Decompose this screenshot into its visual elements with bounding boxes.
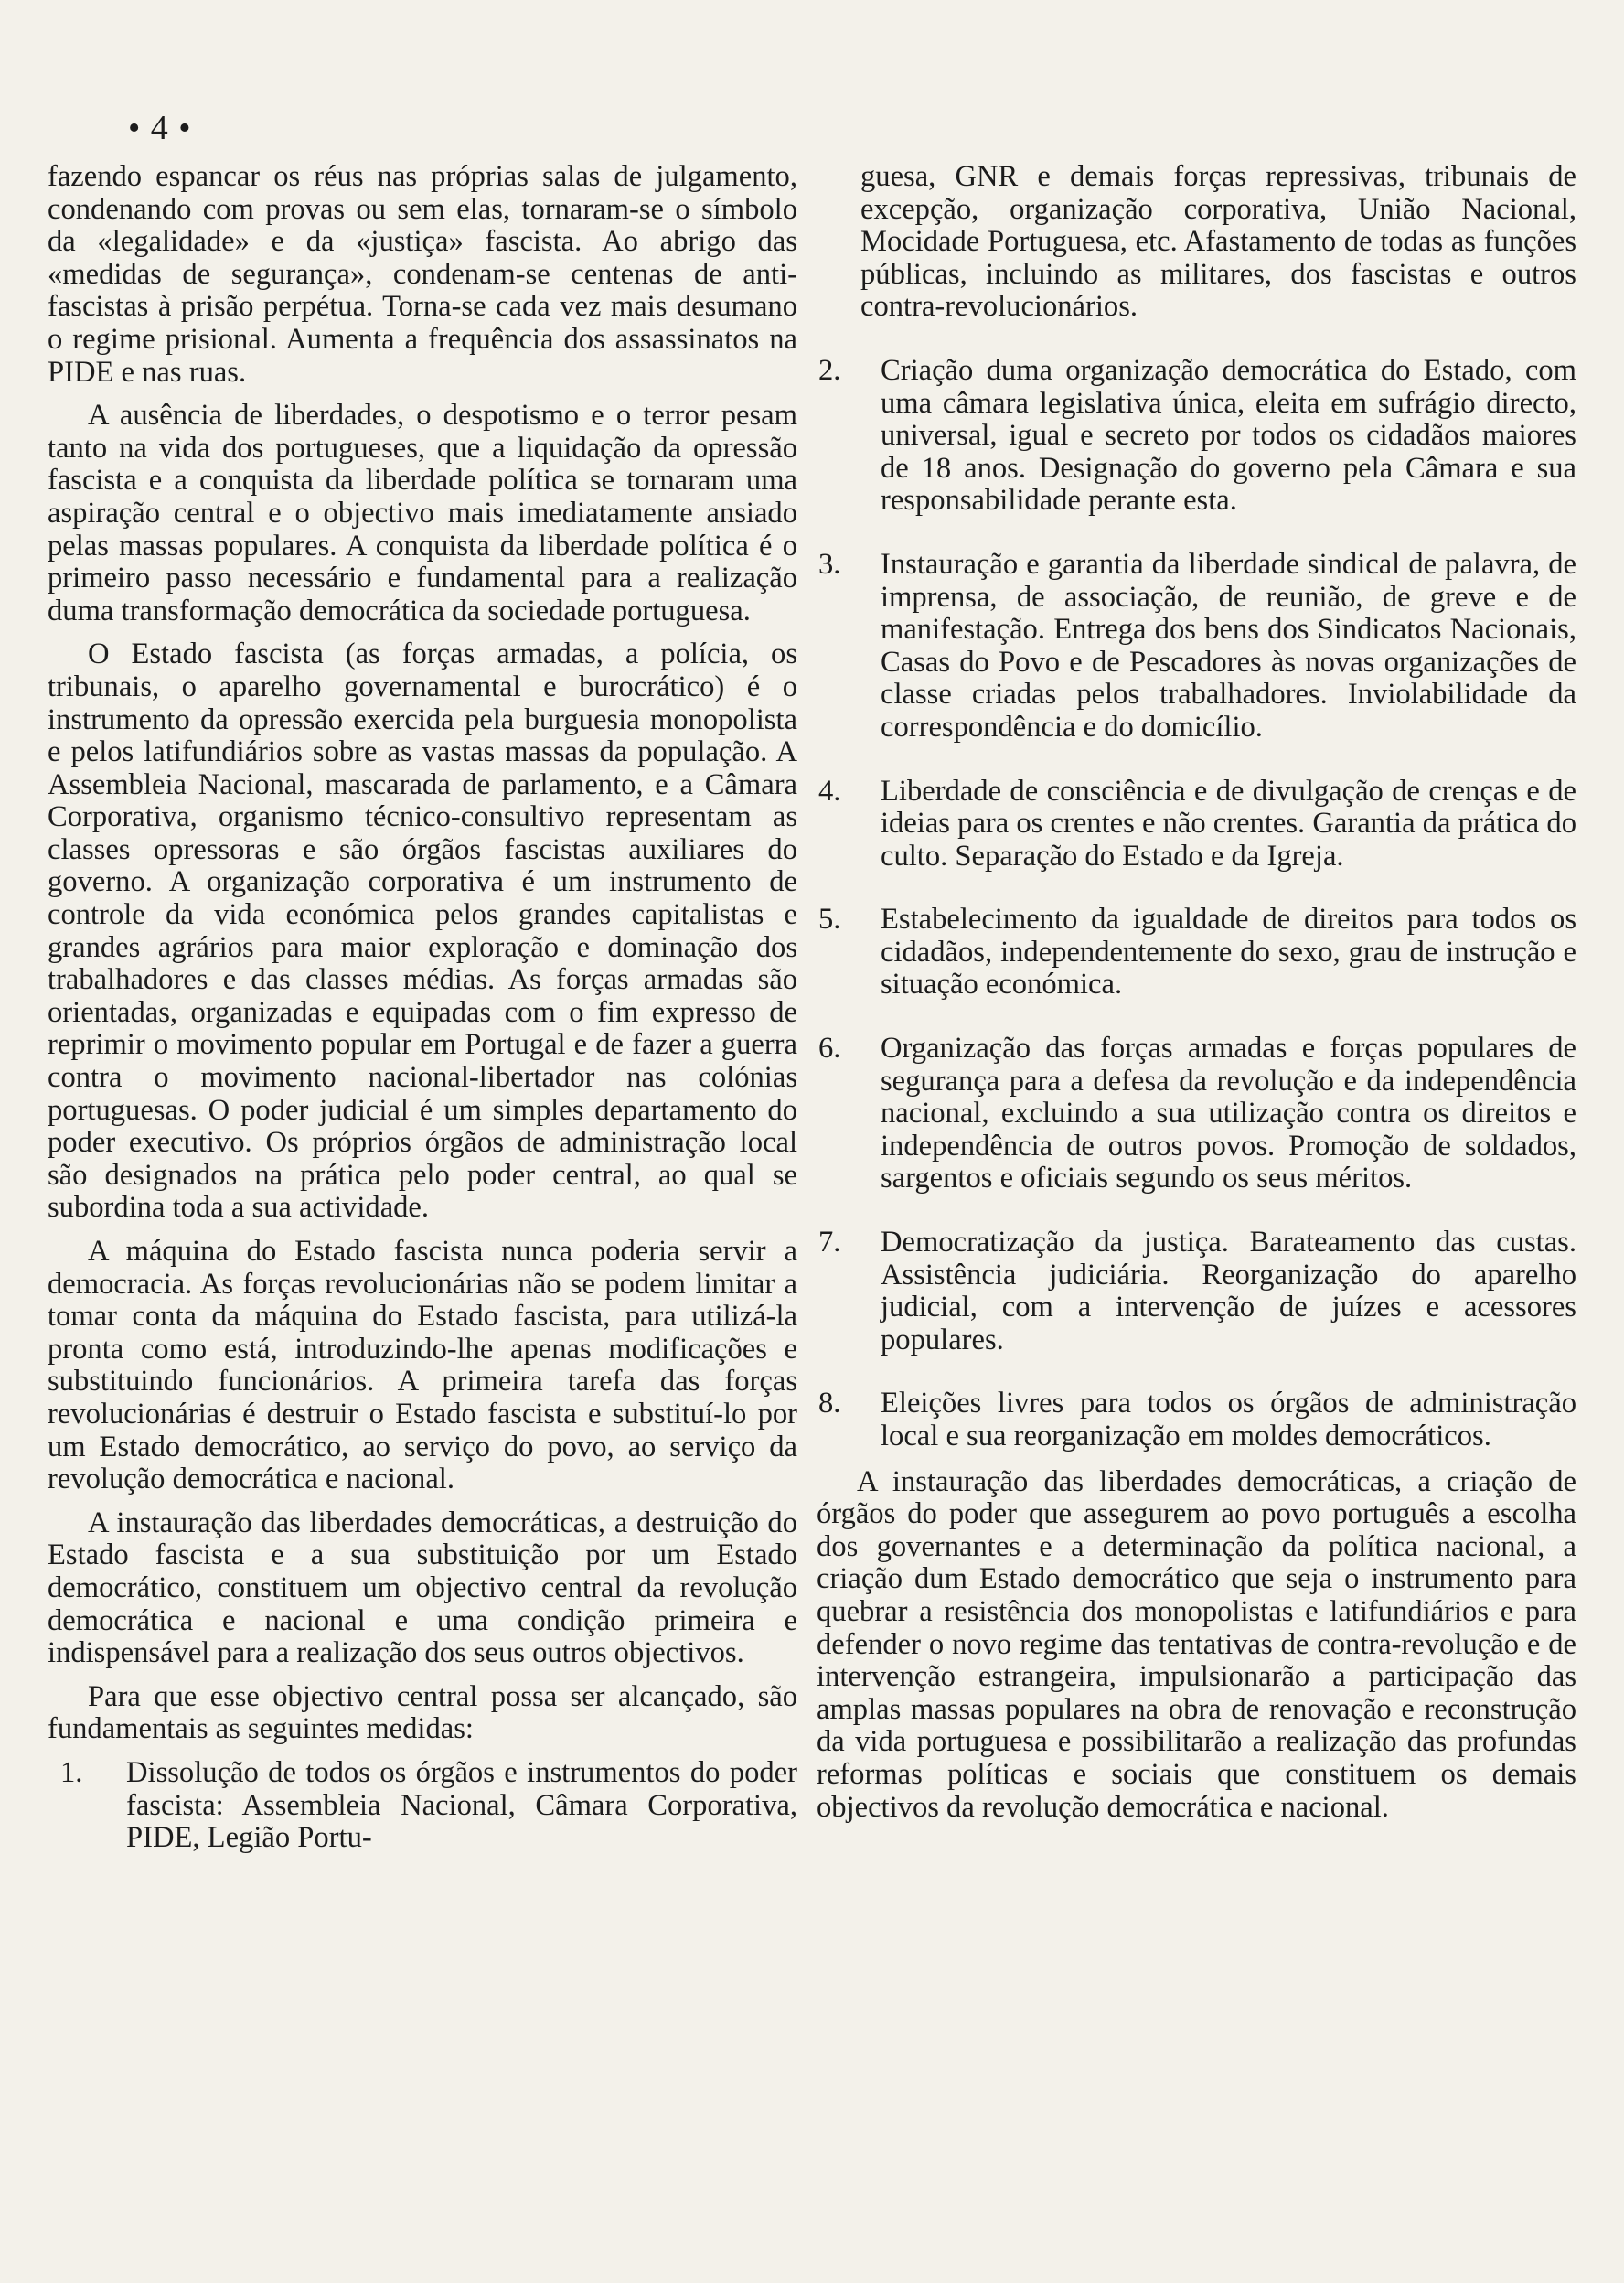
measure-item-8: [817, 1388, 1576, 1452]
measure-number: 6.: [818, 1032, 841, 1066]
measure-text: guesa, GNR e demais forças repressivas, tribunais de excepção, organização corporativa, União Nacional, Mocidade Portuguesa, etc. Afastamento de todas as funções públicas, incluindo as militares, dos fascistas e outros contra-revolucionários.: [860, 160, 1576, 324]
closing-paragraph: A instauração das liberdades democráticas, a criação de órgãos do poder que assegurem ao povo português a escolha dos governantes e a determinação da política nacional, a criação dum Estado democrático que seja o instrumento para quebrar a resistência dos monopolistas e latifundiários e para defender o novo regime das tentativas de contra-revolução e de intervenção estrangeira, impulsionarão a participação das amplas massas populares na obra de renovação e reconstrução da vida portuguesa e possibilitarão a realização das profundas reformas políticas e sociais que constituem os demais objectivos da revolução democrática e nacional.: [817, 1464, 1576, 1824]
paragraph-4: A máquina do Estado fascista nunca poderia servir a democracia. As forças revolucionárias não se podem limitar a tomar conta da máquina do Estado fascista, para utilizá-la pronta como está, introduzindo-lhe apenas modificações e substituindo funcionários. A primeira tarefa das forças revolucionárias é destruir o Estado fascista e substituí-lo por um Estado democrático, ao serviço do povo, ao serviço da revolução democrática e nacional.: [48, 1235, 797, 1496]
measure-item-1: [48, 1757, 797, 1855]
measure-item-1-continuation: [860, 161, 1576, 324]
measure-item-4: [817, 776, 1576, 874]
paragraph-5: A instauração das liberdades democráticas, a destruição do Estado fascista e a sua substituição por um Estado democrático, constituem um objectivo central da revolução democrática e nacional e uma condição primeira e indispensável para a realização dos seus outros objectivos.: [48, 1506, 797, 1670]
measure-text: Criação duma organização democrática do Estado, com uma câmara legislativa única, eleita em sufrágio directo, universal, igual e secreto por todos os cidadãos maiores de 18 anos. Designação do governo pela Câmara e sua responsabilidade perante esta.: [881, 353, 1576, 518]
measure-text: Organização das forças armadas e forças populares de segurança para a defesa da revolução e da independência nacional, excluindo a sua utilização contra os direitos e independência de outros povos. Promoção de soldados, sargentos e oficiais segundo os seus méritos.: [881, 1032, 1576, 1195]
page-number: • 4 •: [128, 109, 192, 147]
measure-number: 7.: [818, 1226, 841, 1259]
measure-text: Liberdade de consciência e de divulgação de crenças e de ideias para os crentes e não crentes. Garantia da prática do culto. Separação do Estado e da Igreja.: [881, 774, 1576, 873]
measure-number: 3.: [818, 547, 841, 581]
paragraph-3: O Estado fascista (as forças armadas, a polícia, os tribunais, o aparelho governamental e burocrático) é o instrumento da opressão exercida pela burguesia monopolista e pelos latifundiários sobre as vastas massas da população. A Assembleia Nacional, mascarada de parlamento, e a Câmara Corporativa, organismo técnico-consultivo representam as classes opressoras e são órgãos fascistas auxiliares do governo. A organização corporativa é um instrumento de controle da vida económica pelos grandes capitalistas e grandes agrários para maior exploração e dominação dos trabalhadores e das classes médias. As forças armadas são orientadas, organizadas e equipadas com o fim expresso de reprimir o movimento popular em Portugal e de fazer a guerra contra o movimento nacional-libertador nas colónias portuguesas. O poder judicial é um simples departamento do poder executivo. Os próprios órgãos de administração local são designados na prática pelo poder central, ao qual se subordina toda a sua actividade.: [48, 638, 797, 1225]
measure-text: Estabelecimento da igualdade de direitos para todos os cidadãos, independentemente do sexo, grau de instrução e situação económica.: [881, 903, 1576, 1002]
measures-list-right: [817, 161, 1576, 1453]
measure-item-2: [817, 355, 1576, 518]
paragraph-6: Para que esse objectivo central possa ser alcançado, são fundamentais as seguintes medidas:: [48, 1679, 797, 1746]
measure-item-5: [817, 904, 1576, 1002]
measure-number: 5.: [818, 903, 841, 937]
left-column: [48, 161, 797, 1886]
measure-text: Democratização da justiça. Barateamento das custas. Assistência judiciária. Reorganização do aparelho judicial, com a intervenção de juízes e acessores populares.: [881, 1226, 1576, 1356]
measures-list-left: [48, 1757, 797, 1855]
measure-item-6: [817, 1033, 1576, 1195]
measure-text: Dissolução de todos os órgãos e instrumentos do poder fascista: Assembleia Nacional, Câmara Corporativa, PIDE, Legião Portu-: [126, 1755, 797, 1855]
measure-number: 2.: [818, 353, 841, 387]
paragraph-2: A ausência de liberdades, o despotismo e o terror pesam tanto na vida dos portugueses, que a liquidação da opressão fascista e a conquista da liberdade política se tornaram uma aspiração central e o objectivo mais imediatamente ansiado pelas massas populares. A conquista da liberdade política é o primeiro passo necessário e fundamental para a realização duma transformação democrática da sociedade portuguesa.: [48, 399, 797, 627]
measure-item-3: [817, 549, 1576, 745]
paragraph-1: fazendo espancar os réus nas próprias salas de julgamento, condenando com provas ou sem elas, tornaram-se o símbolo da «legalidade» e da «justiça» fascista. Ao abrigo das «medidas de segurança», condenam-se centenas de anti-fascistas à prisão perpétua. Torna-se cada vez mais desumano o regime prisional. Aumenta a frequência dos assassinatos na PIDE e nas ruas.: [48, 160, 797, 389]
measure-text: Eleições livres para todos os órgãos de administração local e sua reorganização em moldes democráticos.: [881, 1387, 1576, 1452]
measure-item-7: [817, 1227, 1576, 1356]
measure-number: 1.: [60, 1755, 83, 1789]
measure-text: Instauração e garantia da liberdade sindical de palavra, de imprensa, de associação, de reunião, de greve e de manifestação. Entrega dos bens dos Sindicatos Nacionais, Casas do Povo e de Pescadores às novas organizações de classe criadas pelos trabalhadores. Inviolabilidade da correspondência e do domicílio.: [881, 547, 1576, 744]
measure-number: 8.: [818, 1387, 841, 1420]
measure-number: 4.: [818, 774, 841, 808]
right-column: [817, 161, 1576, 1835]
